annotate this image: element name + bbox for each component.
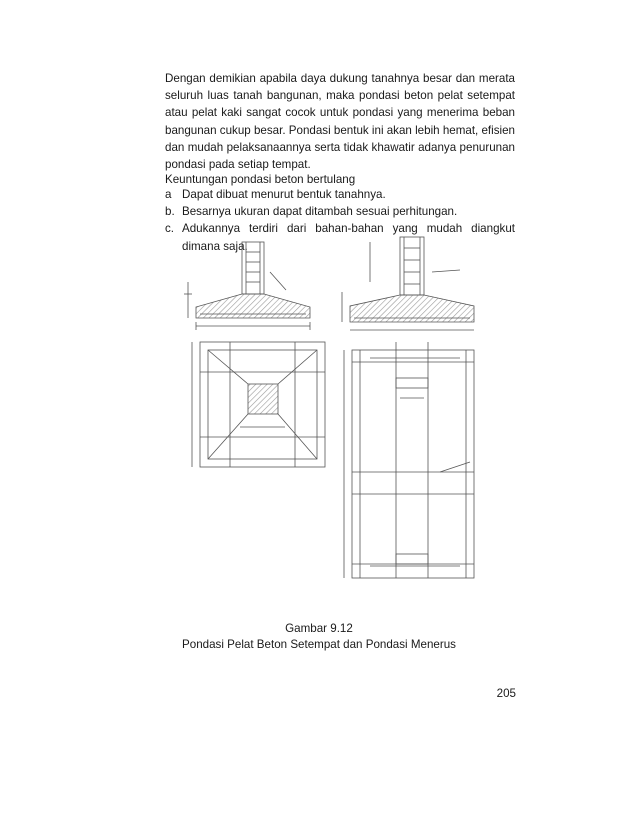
foundation-drawing-svg bbox=[170, 232, 480, 582]
list-marker: b. bbox=[165, 205, 175, 219]
strip-footing-plan bbox=[344, 342, 474, 578]
list-marker: a bbox=[165, 188, 172, 201]
list-text: Besarnya ukuran dapat ditambah sesuai perhitungan. bbox=[182, 205, 458, 219]
pad-footing-plan bbox=[192, 342, 325, 467]
list-text: Adukannya terdiri dari bahan-bahan yang mudah diangkut dimana saja. bbox=[182, 222, 515, 253]
list-text: Dapat dibuat menurut bentuk tanahnya. bbox=[182, 188, 386, 201]
advantages-heading: Keuntungan pondasi beton bertulang bbox=[165, 173, 356, 186]
page-number: 205 bbox=[496, 687, 516, 700]
intro-paragraph: Dengan demikian apabila daya dukung tanahnya besar dan merata seluruh luas tanah bangunan, maka pondasi beton pelat setempat atau pelat kaki sangat cocok untuk pondasi yang menerima beban bangunan cukup besar. Pondasi bentuk ini akan lebih hemat, efisien dan mudah pelaksanaannya serta tidak khawatir adanya penurunan pondasi pada setiap tempat. bbox=[165, 72, 515, 172]
figure-title: Pondasi Pelat Beton Setempat dan Pondasi Menerus bbox=[182, 638, 456, 651]
foundation-drawing bbox=[170, 232, 480, 582]
list-marker: c. bbox=[165, 222, 175, 236]
strip-footing-section bbox=[342, 237, 474, 330]
list-item bbox=[165, 186, 515, 203]
figure-number: Gambar 9.12 bbox=[285, 622, 353, 635]
pad-footing-section bbox=[184, 242, 310, 330]
list-item bbox=[165, 203, 515, 220]
